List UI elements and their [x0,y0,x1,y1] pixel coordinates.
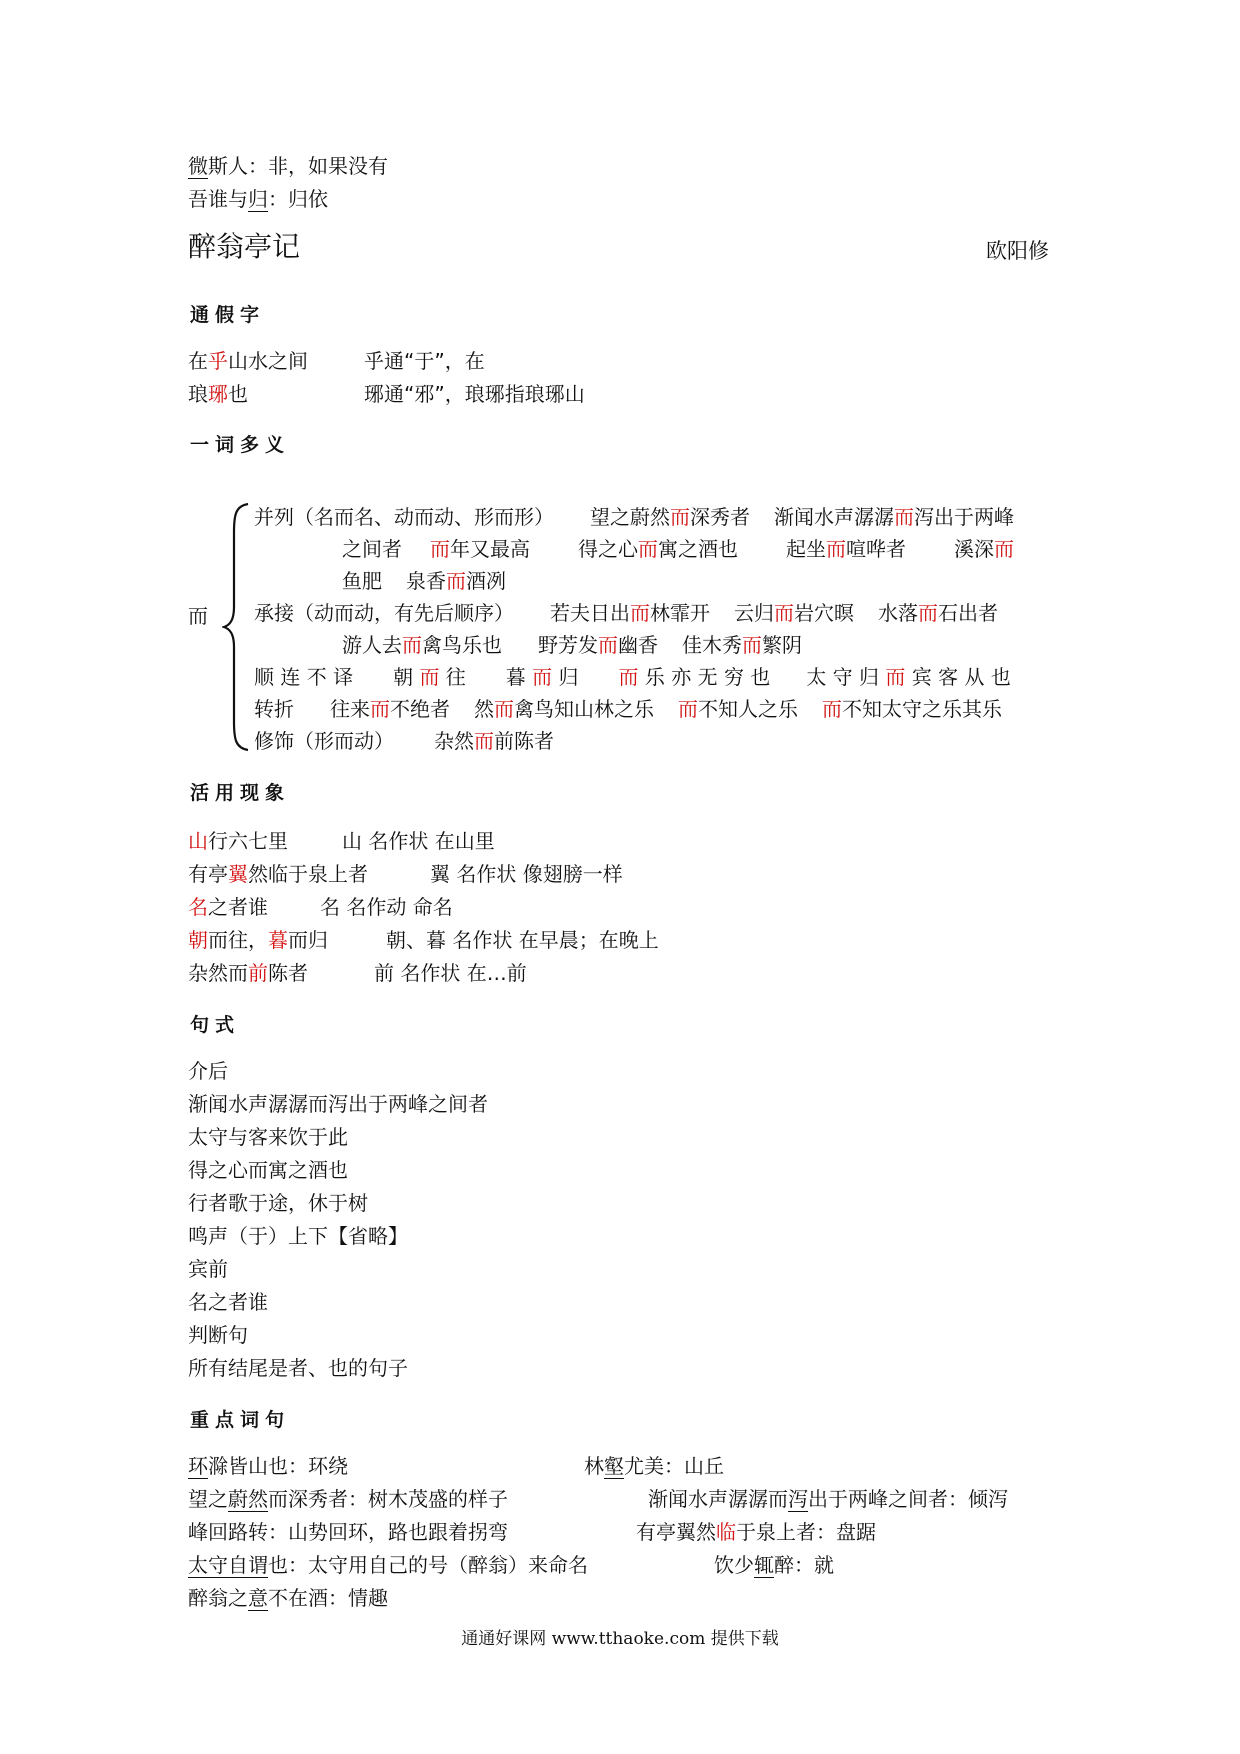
er-line-5: 游人去而禽鸟乐也 野芳发而幽香 佳木秀而繁阴 [342,633,802,657]
jushi-item: 鸣声（于）上下【省略】 [188,1224,408,1248]
key-phrase-item: 渐闻水声潺潺而泻出于两峰之间者：倾泻 [648,1487,1008,1511]
huoyong-explanation-4: 朝、暮 名作状 在早晨；在晚上 [386,928,659,952]
er-line-1: 并列（名而名、动而动、形而形） 望之蔚然而深秀者 渐闻水声潺潺而泻出于两峰 [254,505,1014,529]
er-line-2: 之间者 而年又最高 得之心而寓之酒也 起坐而喧哗者 溪深而 [342,537,1014,561]
section-heading-jushi: 句式 [190,1014,241,1036]
intro-line-1: 微斯人：非，如果没有 [188,154,388,178]
jushi-item: 行者歌于途，休于树 [188,1191,368,1215]
huoyong-explanation-3: 名 名作动 命名 [320,895,453,919]
tongjia-row-2: 琅琊也 [188,382,248,406]
section-heading-zhongdian: 重点词句 [190,1409,291,1431]
tongjia-explanation-2: 琊通“邪”，琅琊指琅琊山 [364,382,585,406]
huoyong-row-3: 名之者谁 [188,895,268,919]
key-phrase-item: 峰回路转：山势回环，路也跟着拐弯 [188,1520,508,1544]
huoyong-explanation-5: 前 名作状 在…前 [374,961,527,985]
key-phrase-item: 有亭翼然临于泉上者：盘踞 [636,1520,876,1544]
key-phrase-item: 林壑尤美：山丘 [584,1454,724,1478]
underlined-word: 微 [188,154,208,178]
jushi-item: 得之心而寓之酒也 [188,1158,348,1182]
key-phrase-item: 望之蔚然而深秀者：树木茂盛的样子 [188,1487,508,1511]
jushi-item: 判断句 [188,1323,248,1347]
section-heading-yici: 一词多义 [190,434,291,456]
key-phrase-item: 太守自谓也：太守用自己的号（醉翁）来命名 [188,1553,588,1577]
document-title: 醉翁亭记 [188,230,301,263]
huoyong-row-5: 杂然而前陈者 [188,961,308,985]
key-phrase-item: 醉翁之意不在酒：情趣 [188,1586,388,1610]
er-line-8: 修饰（形而动） 杂然而前陈者 [254,729,554,753]
author-name: 欧阳修 [986,239,1049,263]
jushi-item: 宾前 [188,1257,228,1281]
jushi-item: 渐闻水声潺潺而泻出于两峰之间者 [188,1092,488,1116]
huoyong-row-1: 山行六七里 [188,829,288,853]
huoyong-explanation-2: 翼 名作状 像翅膀一样 [430,862,623,886]
jushi-item: 所有结尾是者、也的句子 [188,1356,408,1380]
jushi-item: 介后 [188,1059,228,1083]
tongjia-row-1: 在乎山水之间 [188,349,308,373]
er-line-7: 转折 往来而不绝者 然而禽鸟知山林之乐 而不知人之乐 而不知太守之乐其乐 [254,697,1002,721]
section-heading-tongjia: 通假字 [190,304,266,326]
underlined-word: 归 [248,187,268,211]
er-line-6: 顺 连 不 译 朝 而 往 暮 而 归 而 乐 亦 无 穷 也 太 守 归 而 宾 客 从 也 [254,665,1011,689]
huoyong-explanation-1: 山 名作状 在山里 [342,829,495,853]
section-heading-huoyong: 活用现象 [190,782,291,804]
jushi-item: 名之者谁 [188,1290,268,1314]
jushi-item: 太守与客来饮于此 [188,1125,348,1149]
er-line-4: 承接（动而动，有先后顺序） 若夫日出而林霏开 云归而岩穴暝 水落而石出者 [254,601,998,625]
polysemy-character: 而 [188,604,208,628]
er-line-3: 鱼肥 泉香而酒冽 [342,569,506,593]
huoyong-row-2: 有亭翼然临于泉上者 [188,862,368,886]
key-phrase-item: 环滁皆山也：环绕 [188,1454,348,1478]
intro-line-2: 吾谁与归：归依 [188,187,328,211]
page-footer: 通通好课网 www.tthaoke.com 提供下载 [461,1629,779,1649]
huoyong-row-4: 朝而往，暮而归 [188,928,328,952]
key-phrase-item: 饮少辄醉：就 [714,1553,834,1577]
curly-brace-icon [222,502,252,752]
tongjia-explanation-1: 乎通“于”，在 [364,349,485,373]
